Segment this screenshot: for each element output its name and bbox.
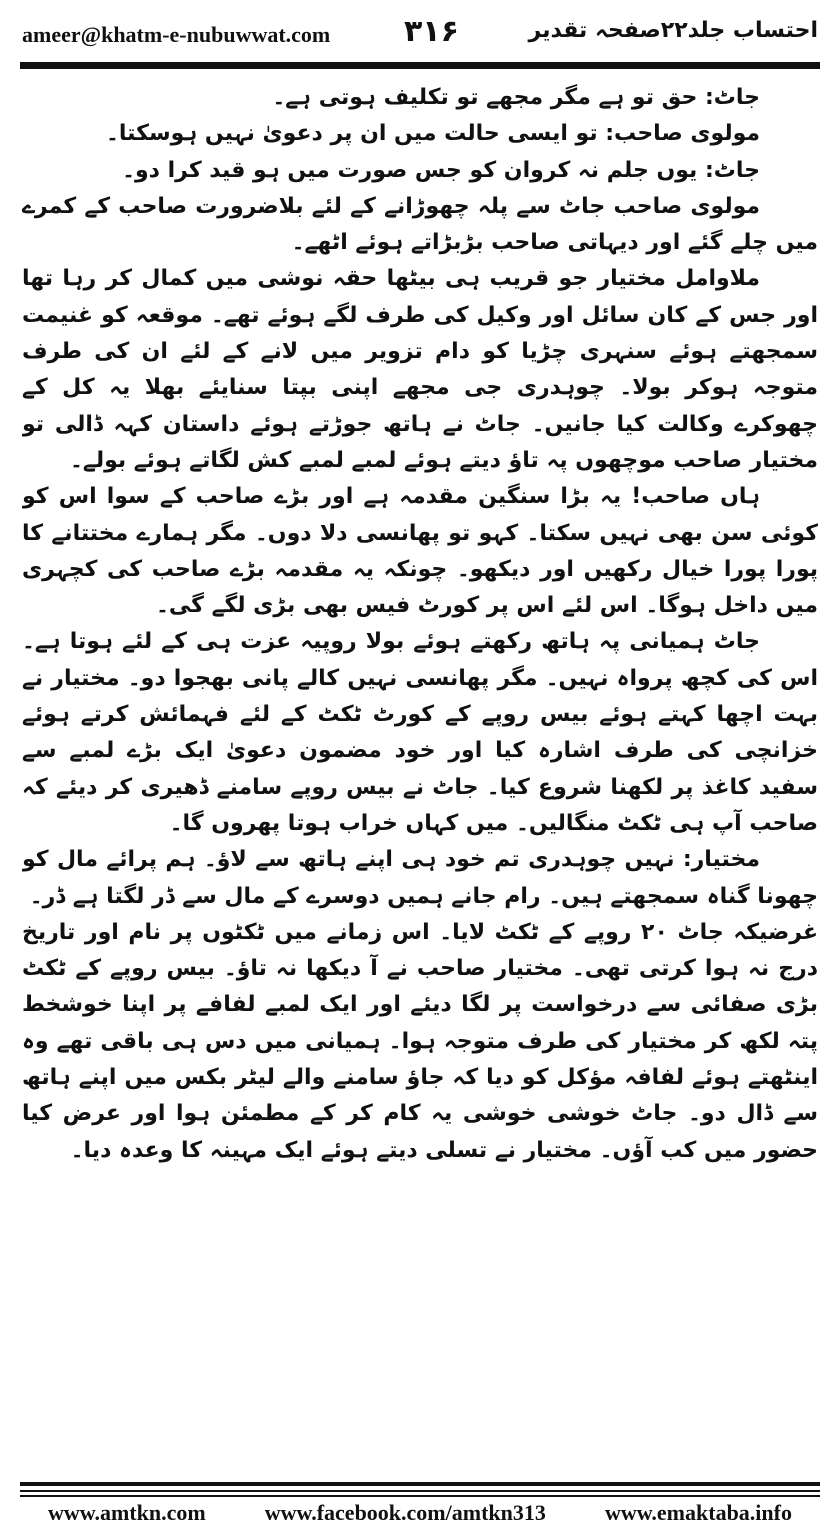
body-text [22,80,818,1480]
page-header [0,0,840,70]
footer-rule [20,1482,820,1486]
paragraph-7: جاٹ ہمیانی پہ ہاتھ رکھتے ہوئے بولا روپیہ عزت ہی کے لئے ہوتا ہے۔ اس کی کچھ پرواہ نہیں۔ مگر پھانسی نہیں کالے پانی بھجوا دو۔ مختیار نے بہت اچھا کہتے ہوئے بیس روپے کے کورٹ ٹکٹ کے لئے فہمائش کرتے ہوئے خزانچی کی طرف اشارہ کیا اور خود مضمون دعویٰ ایک بڑے لمبے سے سفید کاغذ پر لکھنا شروع کیا۔ جاٹ نے بیس روپے سامنے ڈھیری کر دیئے کہ صاحب آپ ہی ٹکٹ منگالیں۔ میں کہاں خراب ہوتا پھروں گا۔ [22,629,818,836]
footer-link-amtkn[interactable]: www.amtkn.com [48,1500,206,1525]
paragraph-1: جاٹ: حق تو ہے مگر مجھے تو تکلیف ہوتی ہے۔ [272,85,760,110]
page-number: ۳۱۶ [404,14,459,49]
paragraph-6: ہاں صاحب! یہ بڑا سنگین مقدمہ ہے اور بڑے صاحب کے سوا اس کو کوئی سن بھی نہیں سکتا۔ کہو تو پھانسی دلا دوں۔ مگر ہمارے مختتانے کا پورا پورا خیال رکھیں اور دیکھو۔ چونکہ یہ مقدمہ بڑے صاحب کی کچہری میں داخل ہوگا۔ اس لئے اس پر کورٹ فیس بھی بڑی لگے گی۔ [22,484,818,619]
page-footer [0,1482,840,1540]
footer-link-facebook[interactable]: www.facebook.com/amtkn313 [264,1500,546,1525]
header-email-link[interactable]: ameer@khatm-e-nubuwwat.com [22,22,331,47]
paragraph-3: جاٹ: یوں جلم نہ کروان کو جس صورت میں ہو قید کرا دو۔ [122,157,760,183]
paragraph-8: مختیار: نہیں چوہدری تم خود ہی اپنے ہاتھ سے لاؤ۔ ہم پرائے مال کو چھونا گناہ سمجھتے ہیں۔ رام جانے ہمیں دوسرے کے مال سے ڈر لگتا ہے ڈر۔ [22,847,818,909]
footer-link-emaktaba[interactable]: www.emaktaba.info [604,1500,792,1525]
header-rule [20,62,820,69]
footer-links [20,1500,820,1526]
book-title: احتساب جلد۲۲صفحہ تقدیر [528,18,818,43]
paragraph-4: مولوی صاحب جاٹ سے پلہ چھوڑانے کے لئے بلاضرورت صاحب کے کمرے میں چلے گئے اور دیہاتی صاحب بڑبڑاتے ہوئے اٹھے۔ [22,193,818,256]
footer-rule [20,1490,820,1492]
paragraph-5: ملاوامل مختیار جو قریب ہی بیٹھا حقہ نوشی میں کمال کر رہا تھا اور جس کے کان سائل اور وکیل کی طرف لگے ہوئے تھے۔ موقعہ کو غنیمت سمجھتے ہوئے سنہری چڑیا کو دام تزویر میں لانے کے لئے ان کی طرف متوجہ ہوکر بولا۔ چوہدری جی مجھے اپنی بپتا سنایئے بھلا یہ کل کے چھوکرے وکالت کیا جانیں۔ جاٹ نے ہاتھ جوڑتے ہوئے داستان کہہ ڈالی تو مختیار صاحب موچھوں پہ تاؤ دیتے ہوئے لمبے لمبے کش لگاتے ہوئے بولے۔ [22,266,818,473]
footer-rule [20,1495,820,1497]
paragraph-2: مولوی صاحب: تو ایسی حالت میں ان پر دعویٰ نہیں ہوسکتا۔ [106,121,760,147]
paragraph-9: غرضیکہ جاٹ ۲۰ روپے کے ٹکٹ لایا۔ اس زمانے میں ٹکٹوں پر نام اور تاریخ درج نہ ہوا کرتی تھی۔ مختیار صاحب نے آ دیکھا نہ تاؤ۔ بیس روپے کے ٹکٹ بڑی صفائی سے درخواست پر لگا دیئے اور ایک لمبے لفافے پر اپنا خوشخط پتہ لکھ کر مختیار کی طرف متوجہ ہوا۔ ہمیانی میں دس ہی باقی تھے وہ اینٹھتے ہوئے لفافہ مؤکل کو دیا کہ جاؤ سامنے والے لیٹر بکس میں اپنے ہاتھ سے ڈال دو۔ جاٹ خوشی خوشی یہ کام کر کے مطمئن ہوا اور عرض کیا حضور میں کب آؤں۔ مختیار نے تسلی دیتے ہوئے ایک مہینہ کا وعدہ دیا۔ [22,919,818,1163]
